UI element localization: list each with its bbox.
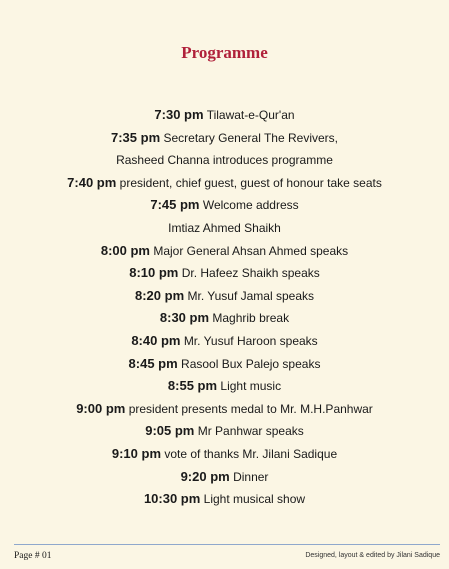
schedule-time: 9:05 pm — [145, 423, 195, 439]
schedule-item — [0, 240, 449, 263]
schedule-time: 7:30 pm — [154, 107, 204, 122]
schedule-text: Dr. Hafeez Shaikh speaks — [181, 266, 320, 281]
schedule-time: 9:10 pm — [111, 445, 162, 461]
schedule-time: 7:40 pm — [67, 174, 117, 190]
schedule-text: Imtiaz Ahmed Shaikh — [168, 220, 281, 235]
schedule-item — [0, 194, 449, 217]
schedule-item — [0, 466, 449, 489]
schedule-text: Major General Ahsan Ahmed speaks — [153, 243, 349, 258]
schedule-item — [0, 353, 449, 376]
schedule-item — [0, 443, 449, 466]
schedule-text: Rasheed Channa introduces programme — [116, 153, 333, 168]
schedule-time: 8:30 pm — [159, 310, 210, 326]
schedule-text: Mr. Yusuf Jamal speaks — [187, 288, 314, 303]
schedule-item — [0, 330, 449, 353]
schedule-text: Maghrib break — [212, 311, 290, 326]
schedule-text: president presents medal to Mr. M.H.Panhwar — [128, 401, 373, 416]
schedule-item — [0, 262, 449, 285]
schedule-item — [0, 488, 449, 511]
schedule-text: vote of thanks Mr. Jilani Sadique — [164, 446, 338, 461]
schedule-text: Mr Panhwar speaks — [197, 424, 304, 439]
schedule-text: Tilawat-e-Qur'an — [206, 108, 295, 122]
schedule-time: 7:45 pm — [150, 197, 200, 213]
schedule-text: Dinner — [233, 469, 269, 484]
schedule-item — [0, 104, 449, 127]
schedule-text: president, chief guest, guest of honour take seats — [119, 175, 382, 190]
schedule-text: Light musical show — [203, 492, 306, 507]
schedule-item — [0, 285, 449, 308]
schedule-time: 8:00 pm — [100, 242, 150, 258]
schedule-time: 8:40 pm — [131, 332, 181, 348]
schedule-text: Mr. Yusuf Haroon speaks — [183, 333, 318, 348]
schedule-time: 8:45 pm — [128, 355, 178, 371]
schedule-item — [0, 127, 449, 150]
schedule-item — [0, 307, 449, 330]
page-number: Page # 01 — [14, 551, 52, 561]
page-title: Programme — [181, 43, 268, 62]
schedule-time: 8:20 pm — [135, 287, 185, 303]
schedule-time: 7:35 pm — [111, 129, 161, 145]
schedule-item — [0, 420, 449, 443]
schedule-text: Rasool Bux Palejo speaks — [181, 356, 321, 371]
schedule-item — [0, 217, 449, 240]
schedule-time: 8:10 pm — [129, 265, 179, 281]
schedule-time: 9:00 pm — [76, 400, 126, 416]
schedule-item — [0, 375, 449, 398]
schedule-time: 9:20 pm — [180, 468, 230, 484]
programme-schedule — [0, 104, 449, 511]
schedule-time: 10:30 pm — [143, 491, 201, 507]
schedule-text: Light music — [220, 379, 282, 394]
page-footer — [14, 544, 440, 561]
schedule-item — [0, 149, 449, 172]
schedule-item — [0, 172, 449, 195]
schedule-item — [0, 398, 449, 421]
schedule-text: Secretary General The Revivers, — [163, 130, 338, 145]
schedule-text: Welcome address — [202, 198, 299, 213]
schedule-time: 8:55 pm — [167, 378, 218, 394]
design-credit: Designed, layout & edited by Jilani Sadique — [305, 552, 440, 559]
